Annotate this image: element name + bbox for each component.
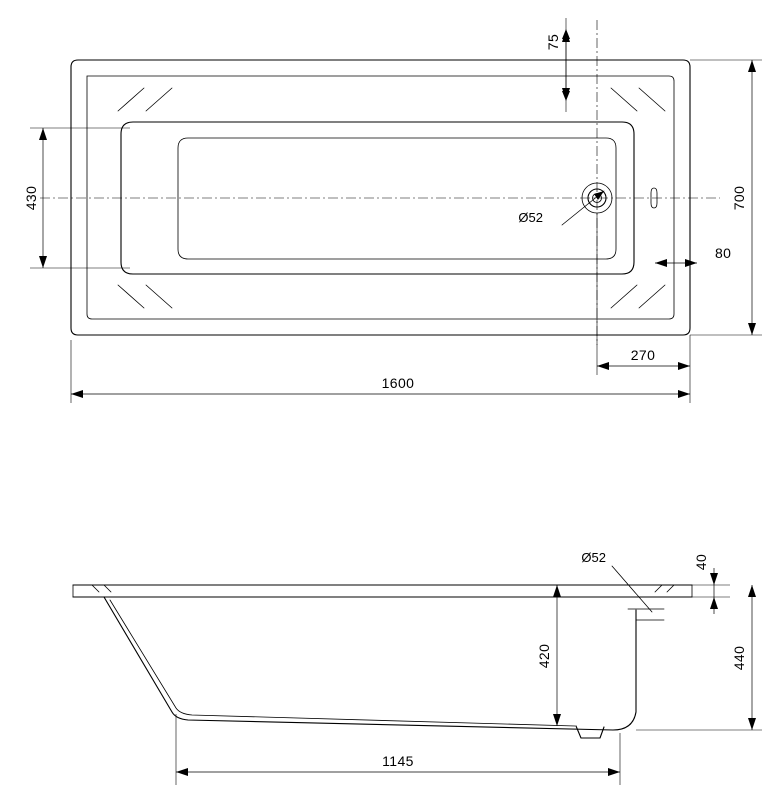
section-drain-boss <box>576 726 604 738</box>
dim-440: 440 <box>731 645 747 671</box>
corner-detail-line <box>639 88 665 111</box>
section-rim-detail-left-2 <box>104 585 111 592</box>
dim-arrow-440-bottom <box>748 718 756 730</box>
corner-detail-line <box>146 88 172 111</box>
dim-arrow-1600-right <box>678 390 690 398</box>
tub-rim-inner-outline <box>87 76 674 319</box>
dim-40: 40 <box>693 553 709 571</box>
dim-arrow-1145-right <box>608 768 620 776</box>
section-rim-detail-right-2 <box>667 585 674 592</box>
tub-bottom-outline <box>178 138 616 259</box>
drain-diameter-arrowhead <box>594 191 604 200</box>
dim-75: 75 <box>545 33 561 51</box>
section-view-group <box>73 550 762 785</box>
section-inner-profile <box>110 600 575 726</box>
corner-detail-line <box>118 285 144 308</box>
dim-arrow-80-left <box>655 259 667 267</box>
dim-arrow-40-bottom <box>710 597 718 609</box>
dim-arrow-700-top <box>748 60 756 72</box>
dim-700: 700 <box>731 185 747 211</box>
dim-420: 420 <box>536 643 552 669</box>
dim-outlet-diameter: Ø52 <box>581 550 606 565</box>
outlet-diameter-leader <box>612 566 652 612</box>
dim-arrow-440-top <box>748 585 756 597</box>
corner-detail-line <box>118 88 144 111</box>
section-rim-detail-right <box>655 585 662 592</box>
dim-arrow-75-bottom <box>562 88 570 100</box>
dim-arrow-420-top <box>553 585 561 597</box>
dim-arrow-420-bottom <box>553 714 561 726</box>
corner-detail-line <box>639 285 665 308</box>
section-rim-detail-left <box>92 585 99 592</box>
dim-arrow-1145-left <box>176 768 188 776</box>
corner-detail-line <box>611 88 637 111</box>
dim-1145: 1145 <box>382 753 414 769</box>
dim-arrow-270-right <box>678 362 690 370</box>
corner-detail-line <box>146 285 172 308</box>
dim-80: 80 <box>715 245 732 261</box>
dim-arrow-80-right <box>685 259 697 267</box>
corner-detail-line <box>611 285 637 308</box>
dim-arrow-40-top <box>710 573 718 585</box>
dim-arrow-1600-left <box>71 390 83 398</box>
dim-430: 430 <box>23 185 39 211</box>
dim-arrow-75-top <box>562 30 570 42</box>
section-body-outline <box>104 597 636 730</box>
dim-arrow-430-bottom <box>39 256 47 268</box>
dim-arrow-270-left <box>597 362 609 370</box>
plan-view-group <box>23 18 762 403</box>
dim-drain-diameter: Ø52 <box>518 210 543 225</box>
dim-arrow-700-bottom <box>748 323 756 335</box>
dim-arrow-430-top <box>39 128 47 140</box>
dim-270: 270 <box>630 347 656 363</box>
dim-1600: 1600 <box>381 375 415 391</box>
